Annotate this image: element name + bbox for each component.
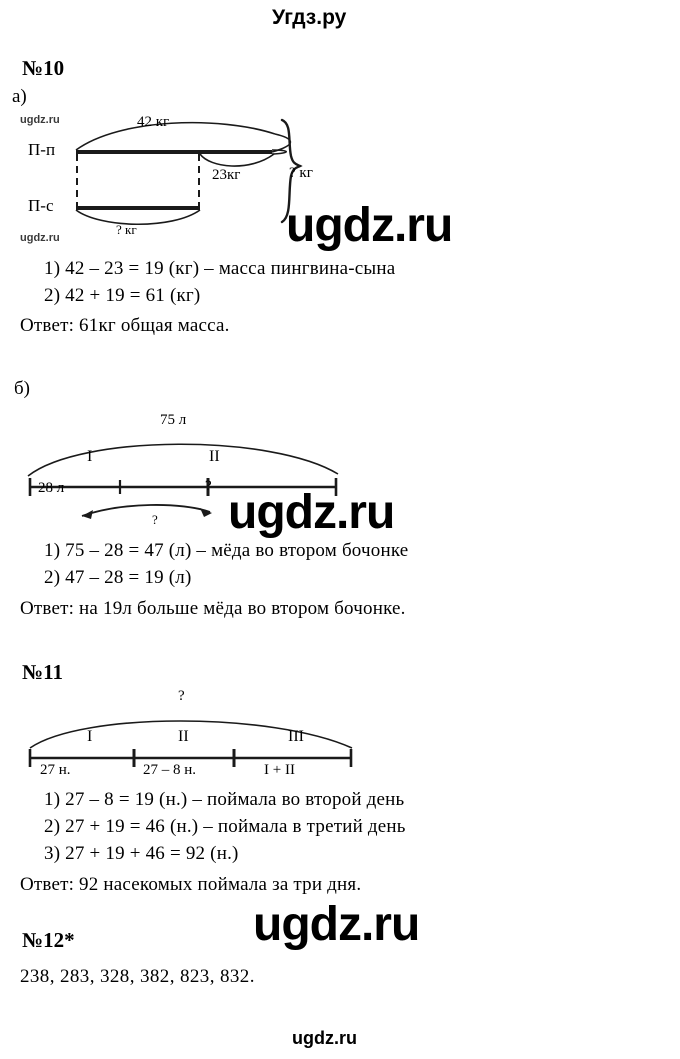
solution-step: 2) 42 + 19 = 61 (кг) <box>44 285 201 306</box>
watermark-bottom: ugdz.ru <box>292 1028 357 1048</box>
diagram-under-label-3: I + II <box>264 762 295 778</box>
task-10-part-b-label: б) <box>14 378 30 399</box>
watermark-small: ugdz.ru <box>20 232 60 244</box>
diagram-segment-label-2: II <box>209 448 220 465</box>
task-number-11: №11 <box>22 660 63 684</box>
diagram-under-label-2: ? <box>205 478 212 494</box>
diagram-honey-barrels <box>22 424 352 524</box>
diagram-segment-label-1: I <box>87 728 93 745</box>
watermark-small: ugdz.ru <box>20 114 60 126</box>
diagram-label-difference: 23кг <box>212 167 241 183</box>
diagram-label-brace-total: ? кг <box>289 165 313 181</box>
answer-line: Ответ: 61кг общая масса. <box>20 315 230 336</box>
solution-step: 1) 27 – 8 = 19 (н.) – поймала во второй день <box>44 789 405 810</box>
diagram-label-total-honey: 75 л <box>160 412 187 428</box>
answer-line: Ответ: 92 насекомых поймала за три дня. <box>20 874 362 895</box>
watermark-large: ugdz.ru <box>253 898 420 951</box>
watermark-large: ugdz.ru <box>286 199 453 252</box>
diagram-label-penguin-son: П-с <box>28 196 54 215</box>
solution-step: 2) 27 + 19 = 46 (н.) – поймала в третий день <box>44 816 406 837</box>
task-number-12: №12* <box>22 928 75 952</box>
diagram-under-label-1: 27 н. <box>40 762 71 778</box>
diagram-segment-label-2: II <box>178 728 189 745</box>
answer-line: Ответ: на 19л больше мёда во втором бочонке. <box>20 598 406 619</box>
diagram-under-label-1: 28 л <box>38 480 65 496</box>
task-10-part-a-label: а) <box>12 86 27 107</box>
diagram-label-total-insects: ? <box>178 688 185 704</box>
diagram-arrow-label: ? <box>152 512 158 527</box>
diagram-segment-label-3: III <box>288 728 304 745</box>
task-number-10: №10 <box>22 56 65 80</box>
task-12-answer-numbers: 238, 283, 328, 382, 823, 832. <box>20 966 255 987</box>
diagram-segment-label-1: I <box>87 448 93 465</box>
solution-step: 3) 27 + 19 + 46 = 92 (н.) <box>44 843 239 864</box>
diagram-label-total-mass: 42 кг <box>137 114 170 130</box>
watermark-large: ugdz.ru <box>228 486 395 539</box>
diagram-under-label-2: 27 – 8 н. <box>143 762 197 778</box>
solution-step: 2) 47 – 28 = 19 (л) <box>44 567 192 588</box>
watermark-top: Угдз.ру <box>272 6 347 29</box>
solution-step: 1) 42 – 23 = 19 (кг) – масса пингвина-сына <box>44 258 396 279</box>
diagram-label-unknown-son: ? кг <box>116 222 137 237</box>
solution-step: 1) 75 – 28 = 47 (л) – мёда во втором бочонке <box>44 540 409 561</box>
diagram-label-penguin-father: П-п <box>28 140 56 159</box>
